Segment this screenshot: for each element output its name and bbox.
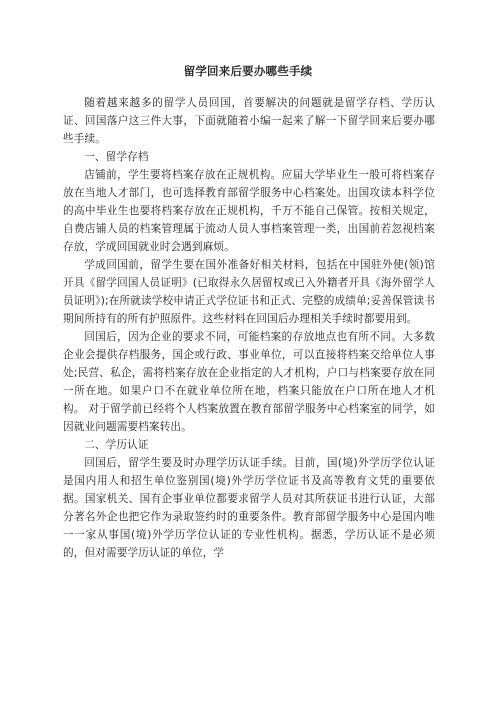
- document-title: 留学回来后要办哪些手续: [183, 64, 313, 78]
- document-body: [63, 94, 435, 562]
- intro-paragraph: 随着越来越多的留学人员回国，首要解决的问题就是留学存档、学历认证、回国落户这三件大事，下面就随着小编一起来了解一下留学回来后要办哪些手续。: [63, 97, 435, 145]
- section-heading-archive: 一、留学存档: [84, 151, 149, 163]
- archive-paragraph-1: 店铺前，学生要将档案存放在正规机构。应届大学毕业生一般可将档案存放在当地人才部门，也可选择教育部留学服务中心档案处。出国攻读本科学位的高中毕业生也要将档案存放在正规机构，千万不能自己保管。按相关规定，自费店铺人员的档案管理属于流动人员人事档案管理一类，出国前若忽视档案存放，学成回国就业时会遇到麻烦。: [63, 169, 435, 253]
- section-heading-certification: 二、学历认证: [84, 439, 149, 451]
- certification-paragraph-1: 回国后，留学生要及时办理学历认证手续。目前，国(境)外学历学位认证是国内用人和招生单位鉴别国(境)外学历学位证书及高等教育文凭的重要依据。国家机关、国有企事业单位都要求留学人员对其所获证书进行认证，大部分著名外企也把它作为录取签约时的重要条件。教育部留学服务中心是国内唯一一家从事国(境)外学历学位认证的专业性机构。据悉，学历认证不是必须的，但对需要学历认证的单位，学: [63, 457, 435, 559]
- archive-paragraph-3: 回国后，因为企业的要求不同，可能档案的存放地点也有所不同。大多数企业会提供存档服务，国企或行政、事业单位，可以直接将档案交给单位人事处;民营、私企，需将档案存放在企业指定的人才机构，户口与档案要存放在同一所在地。如果户口不在就业单位所在地，档案只能放在户口所在地人才机构。 对于留学前已经将个人档案放置在教育部留学服务中心档案室的同学，如因就业问题需要档案转出。: [63, 331, 435, 433]
- archive-paragraph-2: 学成回国前，留学生要在国外准备好相关材料，包括在中国驻外使(领)馆开具《留学回国人员证明》(已取得永久居留权或已入外籍者开具《海外留学人员证明》);在所就读学校申请正式学位证书和正式、完整的成绩单;妥善保管读书期间所持有的所有护照原件。这些材料在回国后办理相关手续时都要用到。: [63, 259, 435, 325]
